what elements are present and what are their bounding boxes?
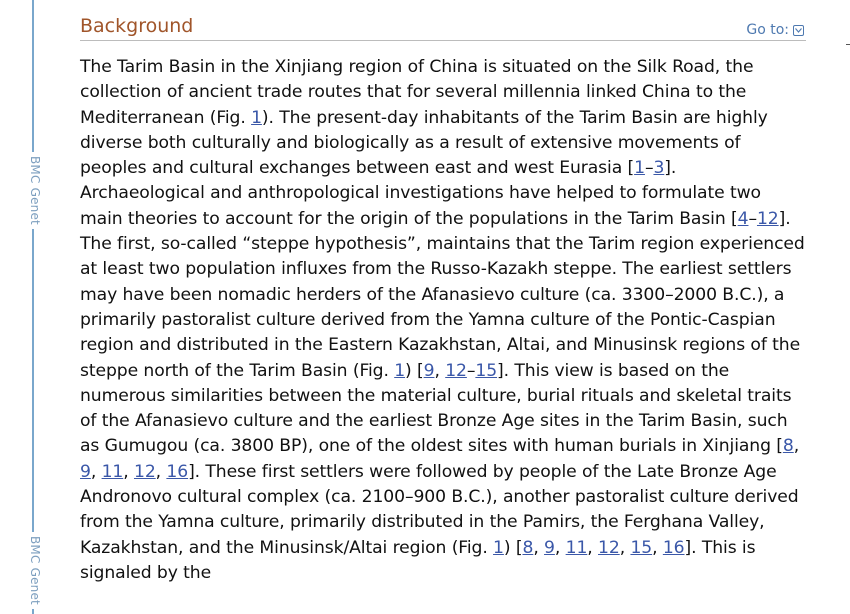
section-title: Background — [80, 15, 194, 37]
paragraph-text: , — [533, 537, 545, 558]
paragraph-text: , — [434, 360, 446, 381]
paragraph-text: ]. This view is based on the numerous similarities between the material culture, burial rituals and skeletal traits of the Afanasievo culture and the earliest Bronze Age sites in the Tarim Basin, such as Gumugou (ca. 3800 BP), one of the oldest sites with human burials in Xinjiang [ — [80, 360, 792, 457]
paragraph-text: , — [90, 461, 102, 482]
paragraph-text: , — [155, 461, 167, 482]
citation-link[interactable]: 12 — [445, 360, 467, 381]
paragraph-text: ]. The first, so-called “steppe hypothesis”, maintains that the Tarim region experienced at least two population influxes from the Russo-Kazakh steppe. The earliest settlers may have been nomadic herders of the Afanasievo culture (ca. 3300–2000 B.C.), a primarily pastoralist culture derived from the Yamna culture of the Pontic-Caspian region and distributed in the Eastern Kazakhstan, Altai, and Minusinsk regions of the steppe north of the Tarim Basin (Fig. — [80, 208, 805, 381]
background-section — [80, 12, 806, 586]
citation-link[interactable]: 16 — [166, 461, 189, 482]
citation-link[interactable]: 1 — [634, 158, 645, 179]
paragraph-text: ]. These first settlers were followed by people of the Late Bronze Age Andronovo cultural complex (ca. 2100–900 B.C.), another pastoralist culture derived from the Yamna culture, primarily distributed in the Pamirs, the Ferghana Valley, Kazakhstan, and the Minusinsk/Altai region (Fig. — [80, 461, 799, 558]
journal-rail-label[interactable]: BMC Genet — [24, 152, 42, 229]
side-rail — [32, 0, 34, 614]
citation-link[interactable]: 12 — [598, 537, 620, 558]
citation-link[interactable]: 15 — [630, 537, 653, 558]
citation-link[interactable]: 9 — [544, 537, 555, 558]
edge-divider — [846, 44, 850, 45]
citation-link[interactable]: 4 — [737, 208, 749, 229]
citation-link[interactable]: 11 — [565, 537, 588, 558]
goto-menu[interactable] — [746, 22, 804, 38]
citation-link[interactable]: 16 — [662, 537, 685, 558]
paragraph-text: , — [554, 537, 566, 558]
paragraph-text: , — [652, 537, 663, 558]
paragraph-text: The Tarim Basin in the Xinjiang region of China is situated on the Silk Road, the collection of ancient trade routes that for several millennia linked China to the Mediterranean (Fig. — [80, 57, 754, 128]
paragraph-text: – — [644, 158, 654, 179]
citation-link[interactable]: 3 — [653, 158, 665, 179]
section-header — [80, 12, 806, 41]
citation-link[interactable]: 12 — [133, 461, 156, 482]
paragraph-text: – — [748, 208, 757, 229]
paragraph-text: ). The present-day inhabitants of the Tarim Basin are highly diverse both culturally and biologically as a result of extensive movements of peoples and cultural exchanges between east and west Eurasia [ — [80, 107, 768, 179]
paragraph-text: , — [587, 537, 599, 558]
citation-link[interactable]: 12 — [756, 208, 779, 229]
journal-rail-label[interactable]: BMC Genet — [24, 532, 42, 609]
citation-link[interactable]: 15 — [475, 360, 498, 381]
citation-link[interactable]: 1 — [251, 107, 262, 128]
citation-link[interactable]: 11 — [101, 461, 124, 482]
citation-link[interactable]: 9 — [80, 461, 91, 482]
paragraph-text: ) [ — [405, 360, 424, 381]
paragraph-text: – — [466, 360, 476, 381]
paragraph-text: ]. Archaeological and anthropological investigations have helped to formulate two main theories to account for the origin of the populations in the Tarim Basin [ — [80, 158, 761, 229]
citation-link[interactable]: 1 — [394, 360, 406, 381]
citation-link[interactable]: 9 — [423, 360, 435, 381]
body-paragraph — [80, 55, 806, 586]
goto-label[interactable]: Go to: — [746, 22, 789, 38]
paragraph-text: , — [619, 537, 631, 558]
citation-link[interactable]: 8 — [782, 436, 794, 457]
citation-link[interactable]: 8 — [522, 537, 534, 558]
paragraph-text: ]. This is signaled by the — [80, 537, 756, 583]
citation-link[interactable]: 1 — [493, 537, 504, 558]
paragraph-text: ) [ — [503, 537, 523, 558]
paragraph-text: , — [123, 461, 134, 482]
chevron-down-icon[interactable] — [793, 25, 804, 36]
paragraph-text: , — [793, 436, 800, 457]
